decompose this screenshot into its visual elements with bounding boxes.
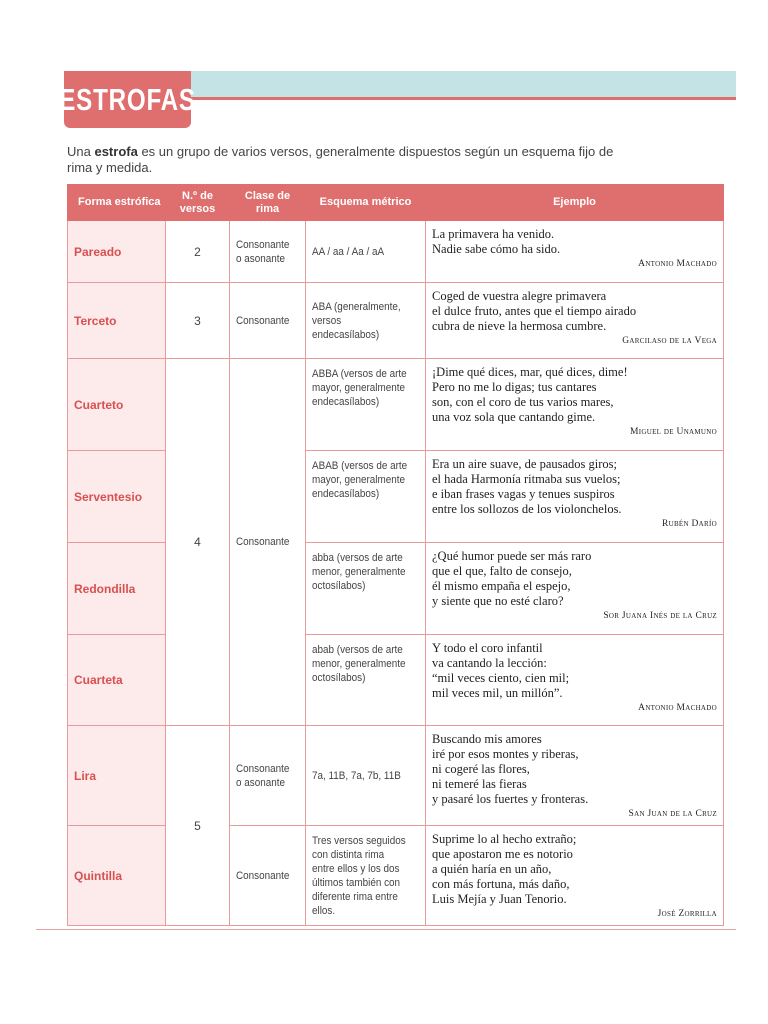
esquema-text: Tres versos seguidos con distinta rima entre ellos y los dos últimos también con diferente rima entre ellos.	[312, 834, 406, 917]
ejemplo-text: Y todo el coro infantil va cantando la lección: “mil veces ciento, cien mil; mil veces mil, un millón”.	[432, 641, 570, 700]
ejemplo-text: Buscando mis amores iré por esos montes y riberas, ni cogeré las flores, ni temeré las fieras y pasaré los fuertes y fronteras.	[432, 732, 589, 806]
ejemplo-cell	[426, 221, 724, 283]
ejemplo-cell	[426, 726, 724, 826]
ejemplo-content	[432, 732, 717, 819]
esquema-text: 7a, 11B, 7a, 7b, 11B	[312, 769, 401, 782]
clase-cell	[230, 221, 306, 283]
intro-text-start: Una	[67, 144, 95, 159]
clase-cell	[230, 283, 306, 359]
intro-paragraph	[67, 144, 627, 176]
ejemplo-content	[432, 457, 717, 529]
table-header-row	[68, 185, 724, 221]
forma-cell: Terceto	[68, 283, 166, 359]
table-row	[68, 359, 724, 451]
esquema-cell	[306, 635, 426, 726]
table-row	[68, 726, 724, 826]
esquema-cell	[306, 283, 426, 359]
intro-keyword: estrofa	[94, 144, 138, 159]
esquema-cell	[306, 826, 426, 926]
estrofas-table	[67, 184, 724, 926]
versos-cell: 2	[166, 221, 230, 283]
forma-cell: Cuarteto	[68, 359, 166, 451]
ejemplo-author: Sor Juana Inés de la Cruz	[603, 611, 717, 621]
ejemplo-author: Miguel de Unamuno	[630, 427, 717, 437]
ejemplo-content	[432, 227, 717, 269]
clase-text: Consonante	[236, 869, 290, 882]
esquema-text: abab (versos de arte menor, generalmente octosílabos)	[312, 644, 406, 684]
clase-cell	[230, 826, 306, 926]
forma-cell: Redondilla	[68, 543, 166, 635]
versos-cell: 4	[166, 359, 230, 726]
esquema-text: ABAB (versos de arte mayor, generalmente endecasílabos)	[312, 460, 408, 500]
header-clase: Clase de rima	[230, 185, 306, 221]
intro-text-end: es un grupo de varios versos, generalmente dispuestos según un esquema fijo de rima y medida.	[67, 144, 614, 175]
header-forma: Forma estrófica	[68, 185, 166, 221]
footer-rule	[36, 929, 736, 930]
esquema-text: ABBA (versos de arte mayor, generalmente endecasílabos)	[312, 368, 407, 408]
versos-cell: 3	[166, 283, 230, 359]
ejemplo-content	[432, 365, 717, 437]
ejemplo-author: Rubén Darío	[661, 519, 717, 529]
esquema-text: AA / aa / Aa / aA	[312, 245, 385, 258]
forma-cell: Pareado	[68, 221, 166, 283]
ejemplo-content	[432, 289, 717, 346]
header-esquema: Esquema métrico	[306, 185, 426, 221]
header-versos: N.º de versos	[166, 185, 230, 221]
ejemplo-text: La primavera ha venido. Nadie sabe cómo ha sido.	[432, 227, 561, 256]
clase-cell	[230, 359, 306, 726]
ejemplo-cell	[426, 543, 724, 635]
ejemplo-cell	[426, 283, 724, 359]
table-row	[68, 283, 724, 359]
ejemplo-text: Era un aire suave, de pausados giros; el hada Harmonía ritmaba sus vuelos; e iban frases vagas y tenues suspiros entre los sollozos de los violonchelos.	[432, 457, 622, 516]
esquema-cell	[306, 451, 426, 543]
clase-text: Consonante	[236, 536, 290, 548]
ejemplo-text: ¿Qué humor puede ser más raro que el que, falto de consejo, él mismo empaña el espejo, y siente que no esté claro?	[432, 549, 592, 608]
versos-cell: 5	[166, 726, 230, 926]
ejemplo-cell	[426, 451, 724, 543]
ejemplo-author: Antonio Machado	[638, 259, 717, 269]
forma-cell: Quintilla	[68, 826, 166, 926]
forma-cell: Cuarteta	[68, 635, 166, 726]
ejemplo-author: San Juan de la Cruz	[628, 809, 717, 819]
header-ejemplo: Ejemplo	[426, 185, 724, 221]
ejemplo-author: Garcilaso de la Vega	[622, 336, 717, 346]
ejemplo-text: Coged de vuestra alegre primavera el dulce fruto, antes que el tiempo airado cubra de nieve la hermosa cumbre.	[432, 289, 637, 333]
ejemplo-author: José Zorrilla	[657, 909, 717, 919]
ejemplo-content	[432, 549, 717, 621]
esquema-text: abba (versos de arte menor, generalmente octosílabos)	[312, 552, 406, 592]
ejemplo-cell	[426, 635, 724, 726]
clase-text: Consonante o asonante	[236, 238, 290, 265]
clase-cell	[230, 726, 306, 826]
ejemplo-text: ¡Dime qué dices, mar, qué dices, dime! Pero no me lo digas; tus cantares son, con el coro de tus varios mares, una voz sola que cantando gime.	[432, 365, 628, 424]
page-title: ESTROFAS	[59, 81, 196, 117]
ejemplo-author: Antonio Machado	[638, 703, 717, 713]
clase-text: Consonante	[236, 314, 290, 327]
title-tab	[59, 71, 196, 128]
forma-cell: Serventesio	[68, 451, 166, 543]
forma-cell: Lira	[68, 726, 166, 826]
esquema-cell	[306, 221, 426, 283]
clase-text: Consonante o asonante	[236, 762, 290, 789]
ejemplo-cell	[426, 359, 724, 451]
esquema-cell	[306, 359, 426, 451]
table-row	[68, 221, 724, 283]
ejemplo-cell	[426, 826, 724, 926]
ejemplo-content	[432, 641, 717, 713]
ejemplo-content	[432, 832, 717, 919]
ejemplo-text: Suprime lo al hecho extraño; que apostaron me es notorio a quién haría en un año, con más fortuna, más daño, Luis Mejía y Juan Tenorio.	[432, 832, 577, 906]
esquema-text: ABA (generalmente, versos endecasílabos)	[312, 300, 401, 341]
esquema-cell	[306, 726, 426, 826]
esquema-cell	[306, 543, 426, 635]
